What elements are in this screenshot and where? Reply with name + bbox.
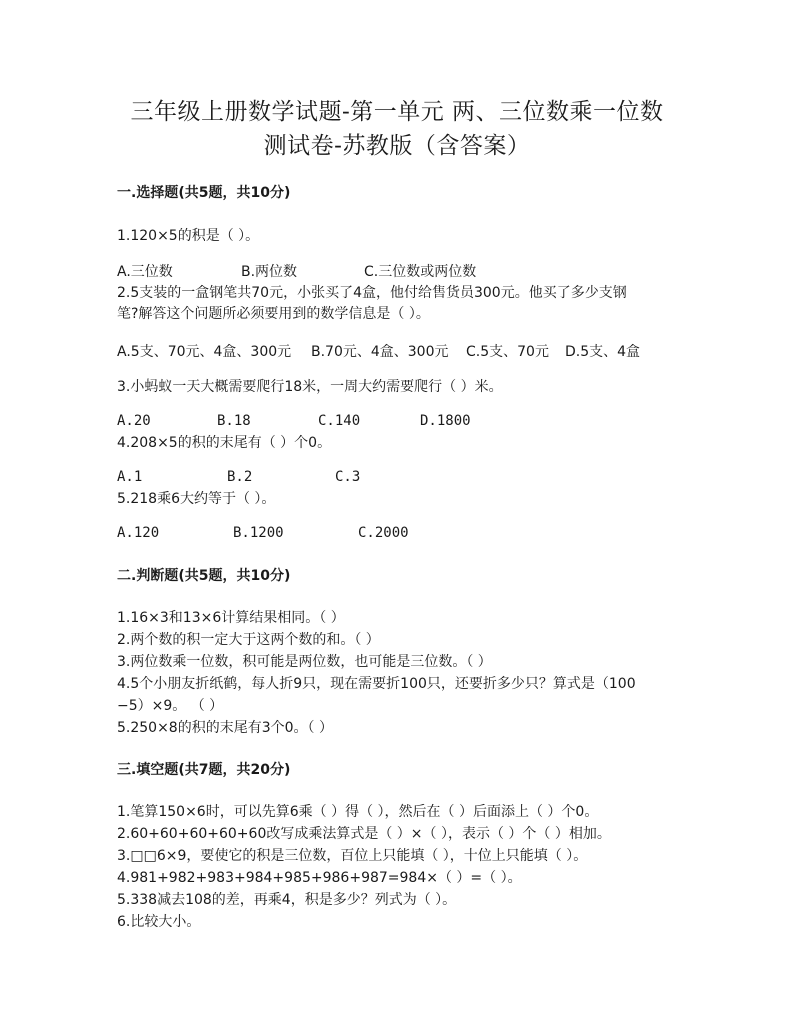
option-c: C.140 — [318, 413, 361, 429]
question-text: 3.两位数乘一位数，积可能是两位数，也可能是三位数。（ ） — [117, 654, 492, 670]
question-text: 4.208×5的积的末尾有（ ）个0。 — [117, 435, 332, 451]
option-a: A.三位数 — [117, 264, 173, 280]
option-a: A.1 — [117, 469, 143, 485]
option-b: B.2 — [227, 469, 253, 485]
question-text: 1.16×3和13×6计算结果相同。（ ） — [117, 610, 345, 626]
page-title: 三年级上册数学试题-第一单元 两、三位数乘一位数 — [130, 99, 664, 125]
option-a: A.120 — [117, 525, 160, 541]
page-subtitle: 测试卷-苏教版（含答案） — [263, 133, 531, 159]
question-text: 5.338减去108的差，再乘4，积是多少？列式为（ ）。 — [117, 892, 457, 908]
option-c: C.三位数或两位数 — [364, 264, 477, 280]
question-text: 2.两个数的积一定大于这两个数的和。（ ） — [117, 632, 380, 648]
option-d: D.5支、4盒 — [565, 344, 641, 360]
option-c: C.3 — [335, 469, 361, 485]
question-text: 3.小蚂蚁一天大概需要爬行18米，一周大约需要爬行（ ）米。 — [117, 379, 503, 395]
option-c: C.5支、70元 — [466, 344, 549, 360]
option-b: B.1200 — [233, 525, 284, 541]
option-b: B.18 — [217, 413, 251, 429]
option-a: A.20 — [117, 413, 151, 429]
question-text: 4.981+982+983+984+985+986+987=984×（ ）=（ ）。 — [117, 870, 522, 886]
question-text: 3.□□6×9，要使它的积是三位数，百位上只能填（ ），十位上只能填（ ）。 — [117, 848, 588, 864]
section-heading-fill-blank: 三.填空题(共7题，共20分) — [117, 762, 291, 778]
section-heading-choice: 一.选择题(共5题，共10分) — [117, 185, 291, 201]
question-text: 2.5支装的一盒钢笔共70元，小张买了4盒，他付给售货员300元。他买了多少支钢 — [117, 285, 627, 301]
question-text-continued: 笔?解答这个问题所必须要用到的数学信息是（ ）。 — [117, 306, 430, 322]
option-b: B.两位数 — [241, 264, 298, 280]
option-d: D.1800 — [420, 413, 471, 429]
question-text: 1.笔算150×6时，可以先算6乘（ ）得（ ），然后在（ ）后面添上（ ）个0。 — [117, 804, 599, 820]
question-text: 1.120×5的积是（ ）。 — [117, 228, 260, 244]
option-b: B.70元、4盒、300元 — [311, 344, 449, 360]
question-text: 5.218乘6大约等于（ ）。 — [117, 491, 276, 507]
question-text: 2.60+60+60+60+60改写成乘法算式是（ ）×（ ），表示（ ）个（ ）相加。 — [117, 826, 611, 842]
question-text: 6.比较大小。 — [117, 914, 201, 930]
question-text: 4.5个小朋友折纸鹤，每人折9只，现在需要折100只，还要折多少只？算式是（100 — [117, 676, 636, 692]
question-text: 5.250×8的积的末尾有3个0。（ ） — [117, 720, 333, 736]
option-a: A.5支、70元、4盒、300元 — [117, 344, 292, 360]
section-heading-judgment: 二.判断题(共5题，共10分) — [117, 568, 291, 584]
option-c: C.2000 — [358, 525, 409, 541]
question-text-continued: −5）×9。 （ ） — [117, 698, 224, 714]
